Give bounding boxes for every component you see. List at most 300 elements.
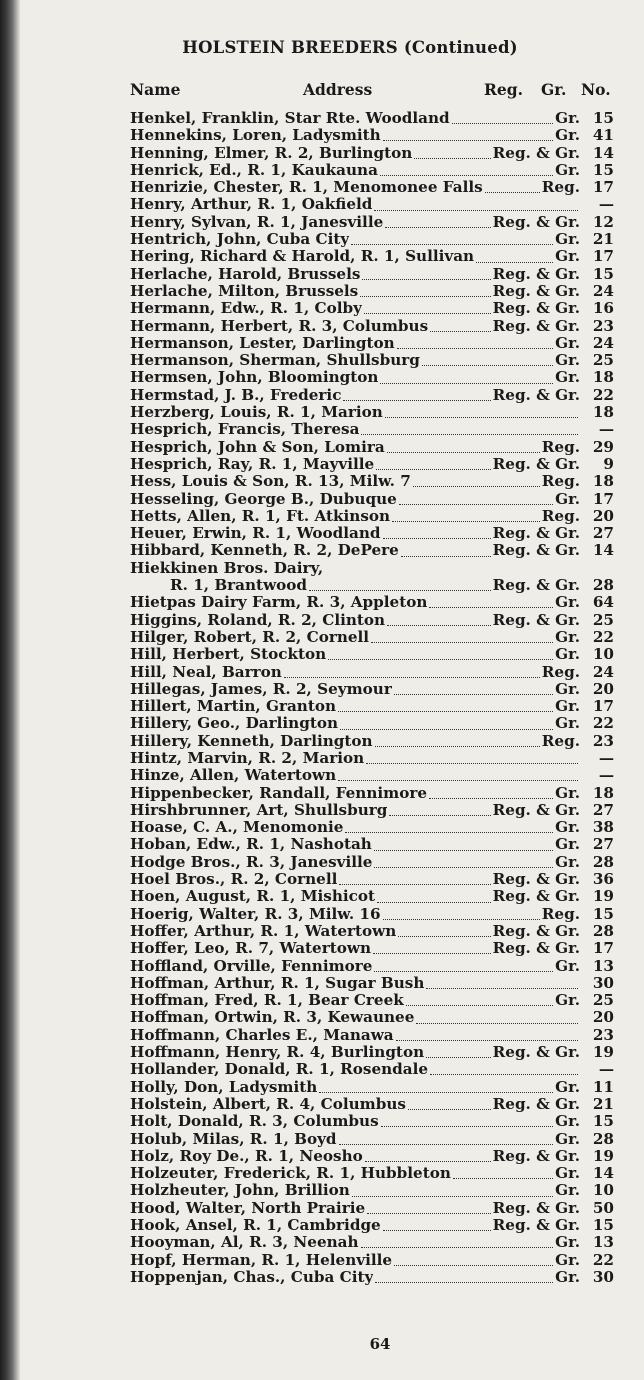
herd-count: 19 <box>592 1043 614 1062</box>
dot-leader <box>374 840 553 851</box>
dot-leader <box>376 459 490 470</box>
list-item <box>130 145 614 162</box>
dot-leader <box>399 494 553 505</box>
breeder-list <box>130 110 614 1286</box>
herd-count: 13 <box>592 956 614 975</box>
herd-count: 36 <box>592 870 614 889</box>
breeder-name-address: Hoase, C. A., Menomonie <box>130 819 344 837</box>
herd-count: 20 <box>592 506 614 525</box>
dot-leader <box>426 978 578 989</box>
breeder-name-address: Hoffmann, Henry, R. 4, Burlington <box>130 1044 425 1062</box>
column-header-reg: Reg. <box>484 80 523 99</box>
breeder-name-address: Hermsen, John, Bloomington <box>130 369 379 387</box>
herd-count: 25 <box>592 610 614 629</box>
breeder-name-address: Hoffman, Fred, R. 1, Bear Creek <box>130 992 404 1010</box>
breeder-name-address: Hetts, Allen, R. 1, Ft. Atkinson <box>130 507 391 525</box>
herd-count: 22 <box>592 1250 614 1269</box>
registration-class: Reg. <box>541 662 580 681</box>
dot-leader <box>361 424 578 435</box>
list-item <box>130 906 614 923</box>
registration-class: Reg. & Gr. <box>492 1198 580 1217</box>
registration-class: Gr. <box>555 489 580 508</box>
herd-count: 22 <box>592 714 614 733</box>
herd-count: 20 <box>592 1008 614 1027</box>
dot-leader <box>374 961 553 972</box>
dot-leader <box>429 597 553 608</box>
herd-count: 41 <box>592 126 614 145</box>
list-item <box>130 542 614 559</box>
list-item <box>130 1096 614 1113</box>
herd-count: 10 <box>592 1181 614 1200</box>
list-item <box>130 767 614 784</box>
registration-class: Gr. <box>555 1129 580 1148</box>
dot-leader <box>338 701 553 712</box>
breeder-name-address: Holzeuter, Frederick, R. 1, Hubbleton <box>130 1165 451 1183</box>
dot-leader <box>374 857 553 868</box>
dot-leader <box>375 736 540 747</box>
list-item <box>130 300 614 317</box>
list-item <box>130 681 614 698</box>
registration-class: Reg. & Gr. <box>492 299 580 318</box>
dot-leader <box>343 390 490 401</box>
registration-class: Gr. <box>555 645 580 664</box>
breeder-name-address: Hippenbecker, Randall, Fennimore <box>130 784 428 802</box>
list-item <box>130 335 614 352</box>
list-item <box>130 266 614 283</box>
breeder-name-address: Herlache, Harold, Brussels <box>130 265 361 283</box>
registration-class: Gr. <box>555 1077 580 1096</box>
registration-class: Gr. <box>555 368 580 387</box>
herd-count: 16 <box>592 299 614 318</box>
dot-leader <box>328 649 553 660</box>
dot-leader <box>373 943 491 954</box>
page-title: HOLSTEIN BREEDERS (Continued) <box>182 38 518 57</box>
breeder-name-address: Hoen, August, R. 1, Mishicot <box>130 888 376 906</box>
breeder-name-address: Higgins, Roland, R. 2, Clinton <box>130 611 386 629</box>
dot-leader <box>389 805 490 816</box>
registration-class: Gr. <box>555 160 580 179</box>
herd-count: 19 <box>592 887 614 906</box>
registration-class: Reg. & Gr. <box>492 610 580 629</box>
list-item <box>130 248 614 265</box>
dot-leader <box>392 511 540 522</box>
list-item <box>130 456 614 473</box>
breeder-name-address: Hoffer, Arthur, R. 1, Watertown <box>130 922 397 940</box>
dot-leader <box>385 217 490 228</box>
breeder-name-address: Henry, Sylvan, R. 1, Janesville <box>130 213 384 231</box>
dot-leader <box>394 684 553 695</box>
herd-count: 17 <box>592 939 614 958</box>
registration-class: Gr. <box>555 1112 580 1131</box>
list-item <box>130 612 614 629</box>
breeder-name-address: R. 1, Brantwood <box>170 577 308 595</box>
list-item <box>130 854 614 871</box>
herd-count: 21 <box>592 1094 614 1113</box>
page-number: 64 <box>369 1335 391 1353</box>
registration-class: Reg. & Gr. <box>492 1216 580 1234</box>
breeder-name-address: Hill, Herbert, Stockton <box>130 646 327 664</box>
dot-leader <box>319 1082 553 1093</box>
registration-class: Reg. & Gr. <box>492 870 580 889</box>
registration-class: Gr. <box>555 230 580 249</box>
herd-count: 64 <box>592 593 614 612</box>
list-item <box>130 715 614 732</box>
list-item <box>130 231 614 248</box>
breeder-name-address: Hoffman, Arthur, R. 1, Sugar Bush <box>130 974 425 992</box>
list-item <box>130 594 614 611</box>
dot-leader <box>351 234 553 245</box>
herd-count: 12 <box>592 212 614 231</box>
list-item <box>130 352 614 369</box>
dot-leader <box>374 200 578 211</box>
list-item <box>130 819 614 836</box>
herd-count: — <box>598 420 614 439</box>
breeder-name-address: Henry, Arthur, R. 1, Oakfield <box>130 196 373 214</box>
herd-count: 27 <box>592 835 614 854</box>
dot-leader <box>375 1272 553 1283</box>
list-item <box>130 439 614 456</box>
dot-leader <box>452 113 554 124</box>
list-item <box>130 992 614 1009</box>
registration-class: Reg. & Gr. <box>492 212 580 231</box>
herd-count: 20 <box>592 679 614 698</box>
herd-count: 23 <box>592 731 614 750</box>
breeder-name-address: Hirshbrunner, Art, Shullsburg <box>130 801 388 819</box>
registration-class: Gr. <box>555 109 580 127</box>
breeder-name-address: Hook, Ansel, R. 1, Cambridge <box>130 1217 381 1234</box>
list-item <box>130 577 614 594</box>
dot-leader <box>364 303 491 314</box>
list-item <box>130 369 614 386</box>
herd-count: 30 <box>592 1267 614 1286</box>
herd-count: 14 <box>592 143 614 162</box>
breeder-name-address: Holt, Donald, R. 3, Columbus <box>130 1113 379 1131</box>
breeder-name-address: Hill, Neal, Barron <box>130 663 282 681</box>
breeder-name-address: Hoel Bros., R. 2, Cornell <box>130 871 338 889</box>
dot-leader <box>401 546 491 557</box>
list-item <box>130 1182 614 1199</box>
registration-class: Reg. & Gr. <box>492 541 580 560</box>
list-item <box>130 1234 614 1251</box>
herd-count: 14 <box>592 541 614 560</box>
herd-count: 23 <box>592 316 614 335</box>
dot-leader <box>429 788 553 799</box>
herd-count: 29 <box>592 437 614 456</box>
breeder-name-address: Hess, Louis & Son, R. 13, Milw. 7 <box>130 473 411 491</box>
registration-class: Reg. & Gr. <box>492 800 580 819</box>
registration-class: Reg. & Gr. <box>492 454 580 473</box>
breeder-name-address: Hillery, Kenneth, Darlington <box>130 732 373 750</box>
column-header-name: Name <box>130 80 181 99</box>
herd-count: 18 <box>592 472 614 491</box>
registration-class: Gr. <box>555 697 580 716</box>
dot-leader <box>397 338 553 349</box>
breeder-name-address: Herzberg, Louis, R. 1, Marion <box>130 404 383 422</box>
list-item <box>130 1131 614 1148</box>
registration-class: Reg. & Gr. <box>492 887 580 906</box>
book-spine-shadow <box>0 0 20 1380</box>
herd-count: 18 <box>592 403 614 422</box>
registration-class: Reg. & Gr. <box>492 921 580 940</box>
column-header-no: No. <box>581 80 611 99</box>
breeder-name-address: Hesprich, John & Son, Lomira <box>130 438 385 456</box>
breeder-name-address: Hood, Walter, North Prairie <box>130 1199 366 1217</box>
column-header-gr: Gr. <box>541 80 567 99</box>
breeder-name-address: Hesprich, Francis, Theresa <box>130 421 360 439</box>
herd-count: 25 <box>592 991 614 1010</box>
registration-class: Gr. <box>555 593 580 612</box>
registration-class: Reg. & Gr. <box>492 1094 580 1113</box>
breeder-name-address: Henrick, Ed., R. 1, Kaukauna <box>130 161 378 179</box>
breeder-name-address: Hodge Bros., R. 3, Janesville <box>130 853 373 871</box>
breeder-name-address: Henrizie, Chester, R. 1, Menomonee Falls <box>130 179 483 197</box>
breeder-name-address: Hermanson, Sherman, Shullsburg <box>130 352 420 370</box>
breeder-name-address: Hesseling, George B., Dubuque <box>130 490 397 508</box>
breeder-name-address: Hermann, Herbert, R. 3, Columbus <box>130 317 429 335</box>
dot-leader <box>422 355 553 366</box>
herd-count: 17 <box>592 697 614 716</box>
herd-count: 21 <box>592 230 614 249</box>
breeder-name-address: Hopf, Herman, R. 1, Helenville <box>130 1251 393 1269</box>
dot-leader <box>365 1151 491 1162</box>
herd-count: 28 <box>592 852 614 871</box>
list-item <box>130 802 614 819</box>
dot-leader <box>394 1255 553 1266</box>
herd-count: 14 <box>592 1164 614 1183</box>
registration-class: Reg. & Gr. <box>492 316 580 335</box>
breeder-name-address: Holz, Roy De., R. 1, Neosho <box>130 1147 363 1165</box>
dot-leader <box>406 995 553 1006</box>
list-item <box>130 196 614 213</box>
dot-leader <box>339 1134 554 1145</box>
breeder-name-address: Hillery, Geo., Darlington <box>130 715 339 733</box>
list-item <box>130 491 614 508</box>
registration-class: Reg. <box>541 731 580 750</box>
dot-leader <box>325 563 578 573</box>
herd-count: 13 <box>592 1233 614 1252</box>
dot-leader <box>453 1168 553 1179</box>
list-item <box>130 508 614 525</box>
registration-class: Reg. & Gr. <box>492 1146 580 1165</box>
registration-class: Gr. <box>555 247 580 266</box>
registration-class: Gr. <box>555 714 580 733</box>
breeder-name-address: Hintz, Marvin, R. 2, Marion <box>130 749 365 767</box>
dot-leader <box>371 632 553 643</box>
dot-leader <box>381 1116 553 1127</box>
list-item <box>130 110 614 127</box>
breeder-name-address: Hoffer, Leo, R. 7, Watertown <box>130 940 371 958</box>
list-item <box>130 1165 614 1182</box>
list-item <box>130 387 614 404</box>
list-item <box>130 1044 614 1061</box>
herd-count: 10 <box>592 645 614 664</box>
registration-class: Reg. <box>541 506 580 525</box>
breeder-name-address: Hering, Richard & Harold, R. 1, Sullivan <box>130 248 475 266</box>
herd-count: 17 <box>592 489 614 508</box>
herd-count: 17 <box>592 178 614 197</box>
herd-count: 25 <box>592 351 614 370</box>
registration-class: Reg. <box>541 437 580 456</box>
list-item <box>130 975 614 992</box>
list-item <box>130 525 614 542</box>
list-item <box>130 940 614 957</box>
herd-count: 15 <box>592 160 614 179</box>
herd-count: 15 <box>592 109 614 127</box>
breeder-name-address: Henkel, Franklin, Star Rte. Woodland <box>130 110 450 127</box>
dot-leader <box>383 130 553 141</box>
list-item <box>130 629 614 646</box>
registration-class: Reg. & Gr. <box>492 281 580 300</box>
dot-leader <box>430 1064 578 1075</box>
herd-count: 11 <box>592 1077 614 1096</box>
breeder-name-address: Holub, Milas, R. 1, Boyd <box>130 1130 337 1148</box>
list-item <box>130 646 614 663</box>
dot-leader <box>387 442 540 453</box>
registration-class: Gr. <box>555 679 580 698</box>
registration-class: Gr. <box>555 1267 580 1286</box>
herd-count: — <box>598 748 614 767</box>
breeder-name-address: Hollander, Donald, R. 1, Rosendale <box>130 1061 429 1079</box>
herd-count: 24 <box>592 281 614 300</box>
registration-class: Gr. <box>555 1181 580 1200</box>
registration-class: Reg. & Gr. <box>492 939 580 958</box>
dot-leader <box>383 909 540 920</box>
list-item <box>130 698 614 715</box>
breeder-name-address: Herlache, Milton, Brussels <box>130 282 359 300</box>
dot-leader <box>338 770 578 781</box>
breeder-name-address: Holzheuter, John, Brillion <box>130 1182 350 1200</box>
dot-leader <box>284 667 540 678</box>
breeder-name-address: Hilger, Robert, R. 2, Cornell <box>130 628 370 646</box>
herd-count: 38 <box>592 818 614 837</box>
dot-leader <box>367 1203 491 1214</box>
registration-class: Gr. <box>555 852 580 871</box>
breeder-name-address: Henning, Elmer, R. 2, Burlington <box>130 144 413 162</box>
dot-leader <box>426 1047 491 1058</box>
herd-count: 19 <box>592 1146 614 1165</box>
list-item <box>130 162 614 179</box>
registration-class: Reg. & Gr. <box>492 264 580 283</box>
registration-class: Reg. & Gr. <box>492 385 580 404</box>
breeder-name-address: Hermann, Edw., R. 1, Colby <box>130 300 362 318</box>
herd-count: 15 <box>592 1112 614 1131</box>
list-item <box>130 958 614 975</box>
list-item <box>130 1027 614 1044</box>
dot-leader <box>413 476 540 487</box>
breeder-name-address: Hennekins, Loren, Ladysmith <box>130 127 381 145</box>
herd-count: 28 <box>592 921 614 940</box>
dot-leader <box>345 822 553 833</box>
breeder-name-address: Hentrich, John, Cuba City <box>130 231 350 249</box>
breeder-name-address: Hillegas, James, R. 2, Seymour <box>130 680 392 698</box>
herd-count: 9 <box>603 454 614 473</box>
herd-count: 22 <box>592 627 614 646</box>
breeder-name-address: Hibbard, Kenneth, R. 2, DePere <box>130 542 399 560</box>
breeder-name-address: Hermstad, J. B., Frederic <box>130 386 342 404</box>
list-item <box>130 750 614 767</box>
registration-class: Gr. <box>555 835 580 854</box>
dot-leader <box>414 148 490 159</box>
registration-class: Gr. <box>555 991 580 1010</box>
herd-count: 17 <box>592 247 614 266</box>
list-item <box>130 1200 614 1217</box>
dot-leader <box>485 182 540 193</box>
list-item <box>130 733 614 750</box>
dot-leader <box>430 321 491 332</box>
breeder-name-address: Hillert, Martin, Granton <box>130 698 337 716</box>
dot-leader <box>380 165 553 176</box>
dot-leader <box>383 1220 491 1231</box>
list-item <box>130 1148 614 1165</box>
list-item <box>130 560 614 577</box>
list-item <box>130 923 614 940</box>
list-item <box>130 785 614 802</box>
herd-count: 15 <box>592 904 614 923</box>
herd-count: 23 <box>592 1025 614 1044</box>
list-item <box>130 127 614 144</box>
registration-class: Reg. & Gr. <box>492 524 580 543</box>
breeder-name-address: Hinze, Allen, Watertown <box>130 767 337 785</box>
dot-leader <box>387 615 491 626</box>
list-item <box>130 888 614 905</box>
list-item <box>130 473 614 490</box>
registration-class: Gr. <box>555 1233 580 1252</box>
registration-class: Gr. <box>555 351 580 370</box>
registration-class: Reg. <box>541 472 580 491</box>
herd-count: 50 <box>592 1198 614 1217</box>
list-item <box>130 871 614 888</box>
list-item <box>130 836 614 853</box>
registration-class: Gr. <box>555 333 580 352</box>
breeder-name-address: Holstein, Albert, R. 4, Columbus <box>130 1095 406 1113</box>
breeder-name-address: Hoppenjan, Chas., Cuba City <box>130 1268 374 1286</box>
list-item <box>130 664 614 681</box>
dot-leader <box>396 1030 578 1041</box>
list-item <box>130 1252 614 1269</box>
breeder-name-address: Hesprich, Ray, R. 1, Mayville <box>130 455 375 473</box>
registration-class: Gr. <box>555 126 580 145</box>
dot-leader <box>340 719 553 730</box>
dot-leader <box>416 1013 578 1024</box>
herd-count: — <box>598 766 614 785</box>
list-item <box>130 179 614 196</box>
registration-class: Reg. <box>541 904 580 923</box>
registration-class: Gr. <box>555 956 580 975</box>
registration-class: Gr. <box>555 1250 580 1269</box>
registration-class: Gr. <box>555 1164 580 1183</box>
list-item <box>130 1113 614 1130</box>
dot-leader <box>385 407 578 418</box>
list-item <box>130 1269 614 1286</box>
breeder-name-address: Hoffman, Ortwin, R. 3, Kewaunee <box>130 1009 415 1027</box>
registration-class: Gr. <box>555 818 580 837</box>
herd-count: 22 <box>592 385 614 404</box>
list-item <box>130 283 614 300</box>
dot-leader <box>360 286 490 297</box>
herd-count: 28 <box>592 576 614 595</box>
herd-count: — <box>598 195 614 214</box>
herd-count: 28 <box>592 1129 614 1148</box>
dot-leader <box>377 892 491 903</box>
dot-leader <box>362 269 490 280</box>
list-item <box>130 214 614 231</box>
breeder-name-address: Hermanson, Lester, Darlington <box>130 334 395 352</box>
list-item <box>130 318 614 335</box>
herd-count: 15 <box>592 1216 614 1234</box>
list-item <box>130 1061 614 1078</box>
registration-class: Reg. & Gr. <box>492 576 580 595</box>
herd-count: 27 <box>592 524 614 543</box>
